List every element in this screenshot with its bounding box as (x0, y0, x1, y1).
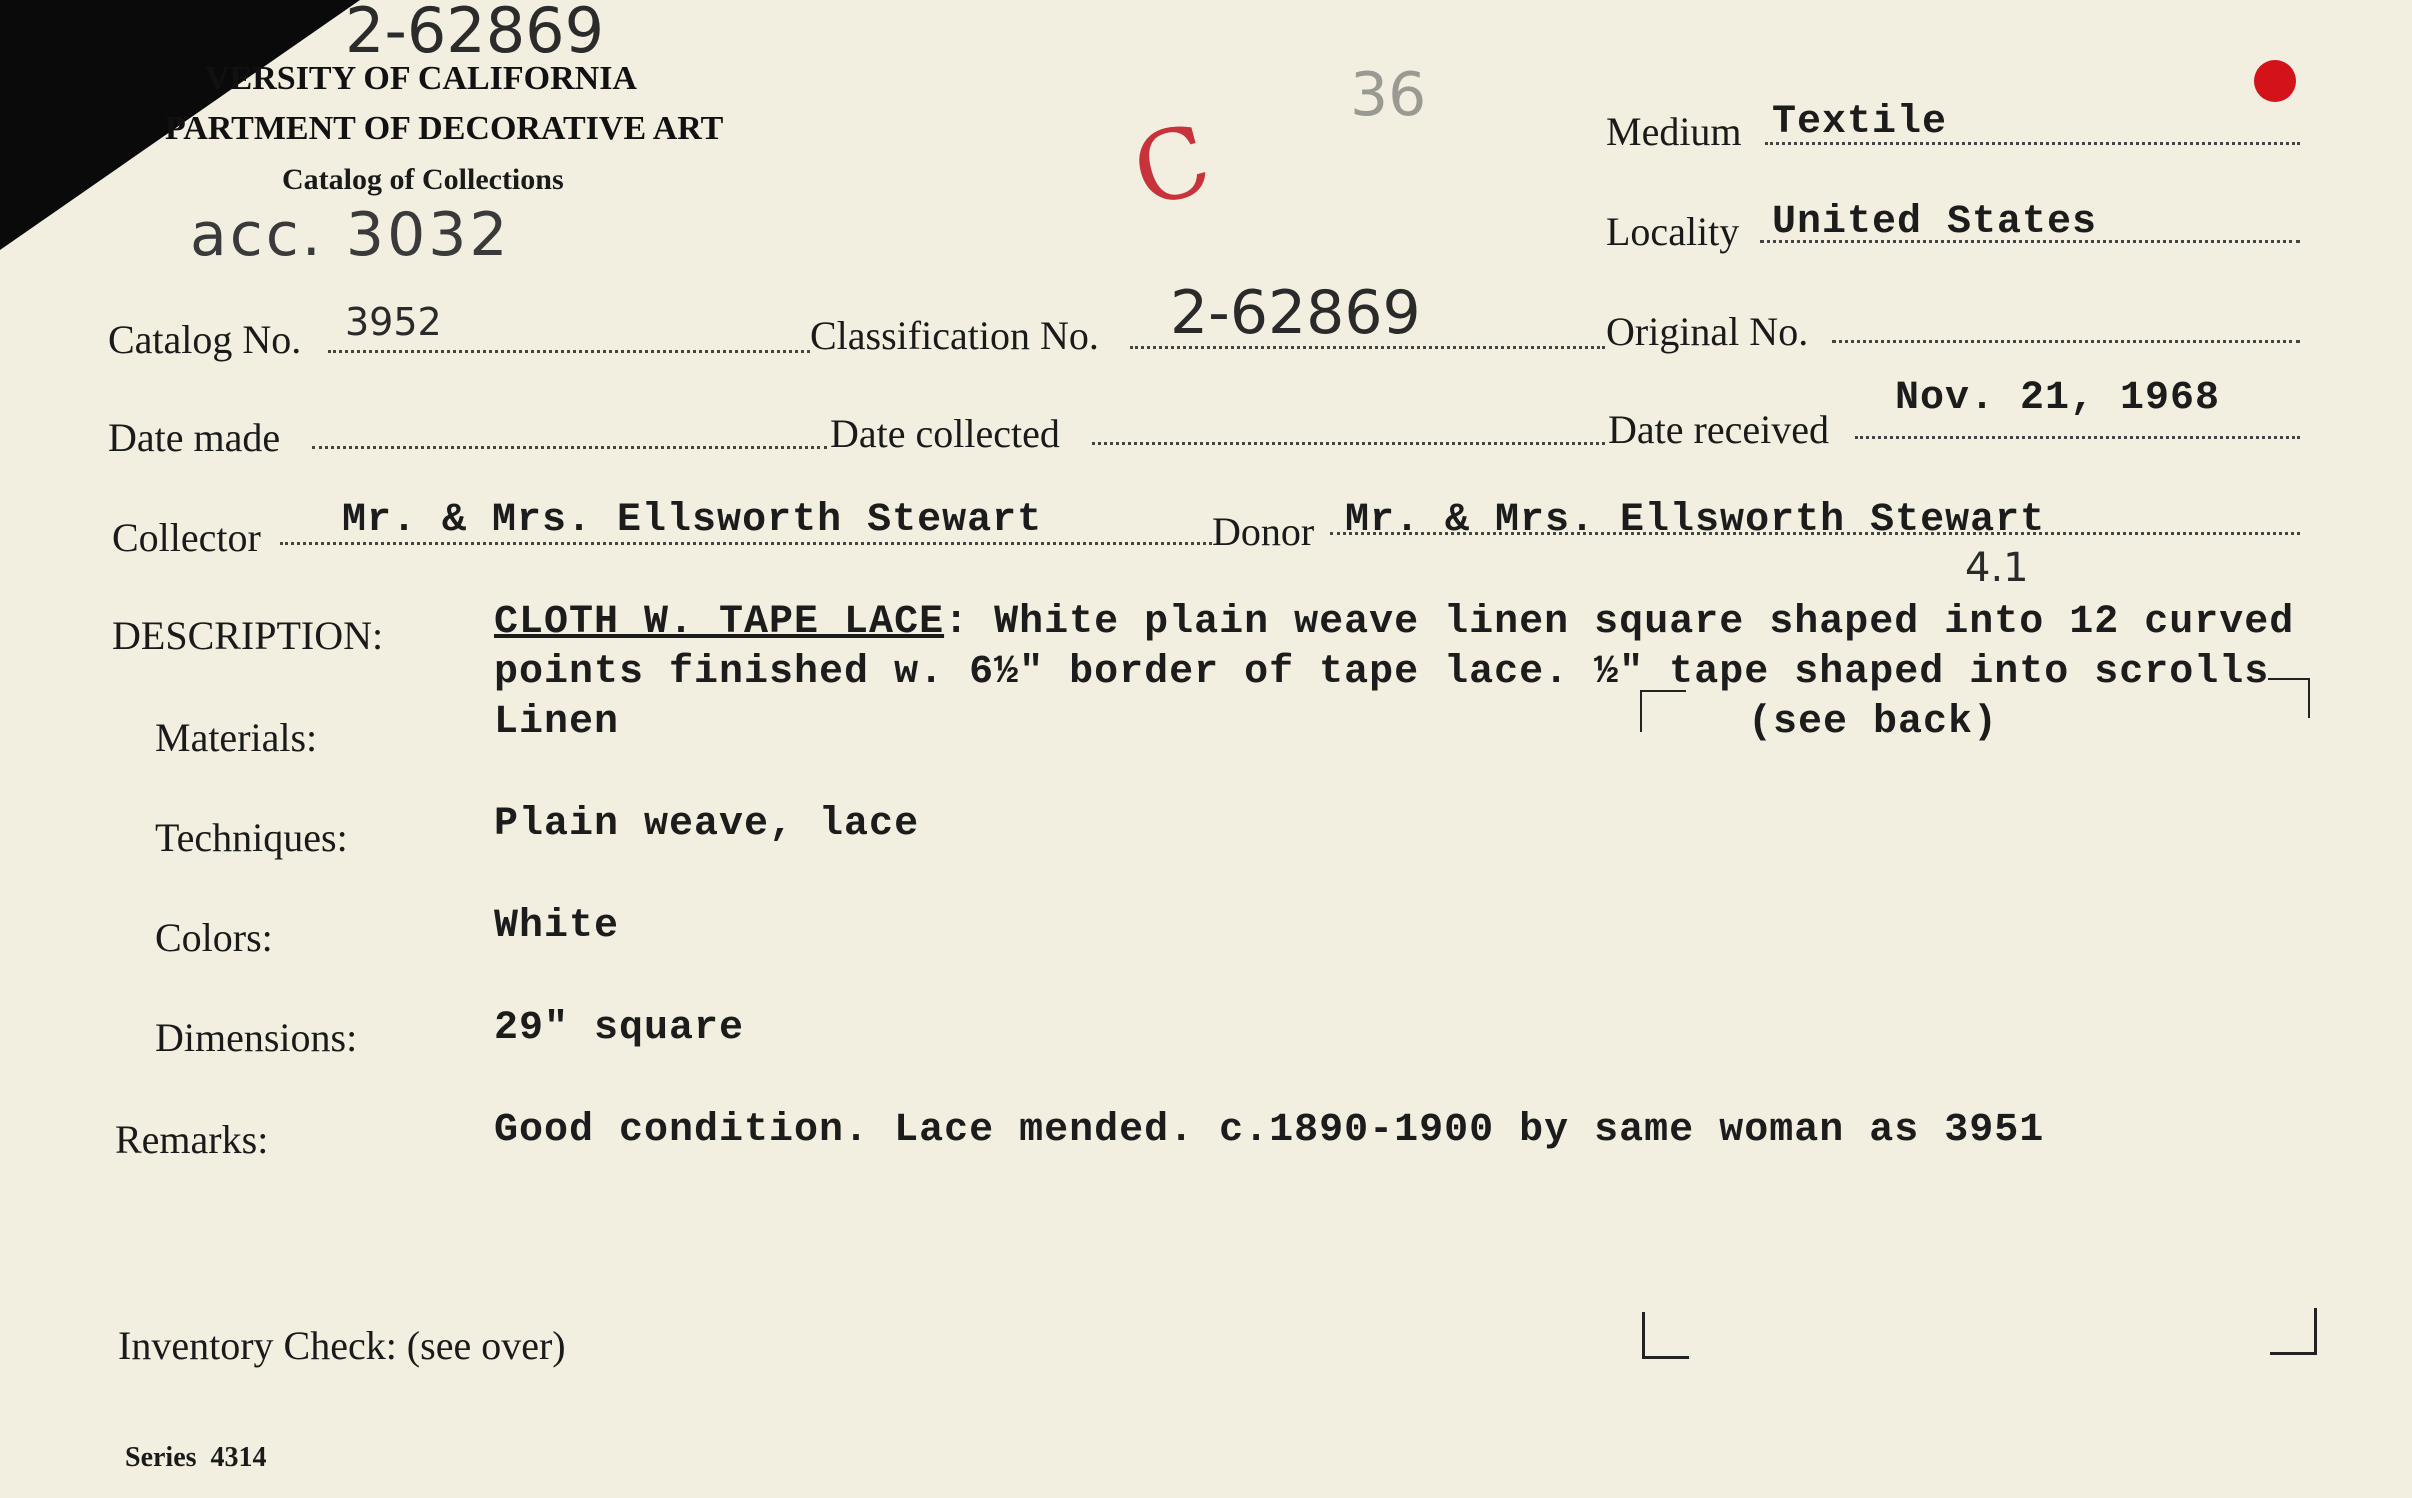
medium-label: Medium (1606, 109, 1742, 154)
department-heading: PARTMENT OF DECORATIVE ART (165, 110, 724, 147)
see-back-note: (see back) (1748, 700, 1999, 745)
original-no-line (1832, 340, 2300, 343)
date-collected-label: Date collected (830, 411, 1060, 456)
dimensions-label: Dimensions: (155, 1015, 358, 1060)
pencil-mark: 36 (1350, 60, 1427, 130)
catalog-no-value: 3952 (345, 300, 442, 344)
donor-value: Mr. & Mrs. Ellsworth Stewart (1345, 498, 2046, 543)
date-received-label: Date received (1608, 407, 1829, 452)
inventory-right-corner (2270, 1308, 2317, 1355)
red-dot (2254, 60, 2296, 102)
classification-no-value: 2-62869 (1170, 278, 1421, 348)
donor-label: Donor (1212, 509, 1315, 554)
collector-value: Mr. & Mrs. Ellsworth Stewart (342, 498, 1043, 543)
left-bracket-mark (1640, 690, 1686, 732)
colors-label: Colors: (155, 915, 273, 960)
description-line-1 (494, 600, 2294, 645)
techniques-value: Plain weave, lace (494, 802, 920, 847)
donor-note: 4.1 (1965, 545, 2029, 591)
collector-label: Collector (112, 515, 261, 560)
inventory-check: Inventory Check: (see over) (118, 1323, 566, 1368)
medium-value: Textile (1772, 100, 1948, 145)
date-made-line (312, 446, 827, 449)
series-number: Series 4314 (125, 1442, 267, 1473)
date-received-value: Nov. 21, 1968 (1895, 376, 2221, 421)
accession-number-handwritten: 2-62869 (345, 0, 605, 67)
colors-value: White (494, 904, 620, 949)
red-c-mark: C (1121, 102, 1222, 230)
date-collected-line (1092, 442, 1605, 445)
remarks-value: Good condition. Lace mended. c.1890-1900 by same woman as 3951 (494, 1108, 2045, 1153)
description-line-2: points finished w. 6½" border of tape lace. ½" tape shaped into scrolls (494, 650, 2270, 695)
remarks-label: Remarks: (115, 1117, 269, 1162)
right-bracket-mark (2268, 678, 2310, 718)
materials-label: Materials: (155, 715, 318, 760)
locality-label: Locality (1606, 209, 1740, 254)
original-no-label: Original No. (1606, 309, 1809, 354)
catalog-no-label: Catalog No. (108, 317, 302, 362)
locality-value: United States (1772, 200, 2098, 245)
materials-value: Linen (494, 700, 620, 745)
date-made-label: Date made (108, 415, 281, 460)
description-text-1: : White plain weave linen square shaped into 12 curved (944, 600, 2295, 645)
university-heading: VERSITY OF CALIFORNIA (205, 60, 637, 97)
description-label: DESCRIPTION: (112, 613, 384, 658)
classification-no-label: Classification No. (810, 313, 1099, 358)
techniques-label: Techniques: (155, 815, 348, 860)
acc-number-handwritten: acc. 3032 (190, 200, 511, 270)
date-received-line (1855, 436, 2300, 439)
inventory-left-corner (1642, 1312, 1689, 1359)
catalog-title: Catalog of Collections (282, 163, 564, 196)
description-title: CLOTH W. TAPE LACE (494, 600, 945, 645)
dimensions-value: 29" square (494, 1006, 745, 1051)
catalog-no-line (328, 350, 810, 353)
